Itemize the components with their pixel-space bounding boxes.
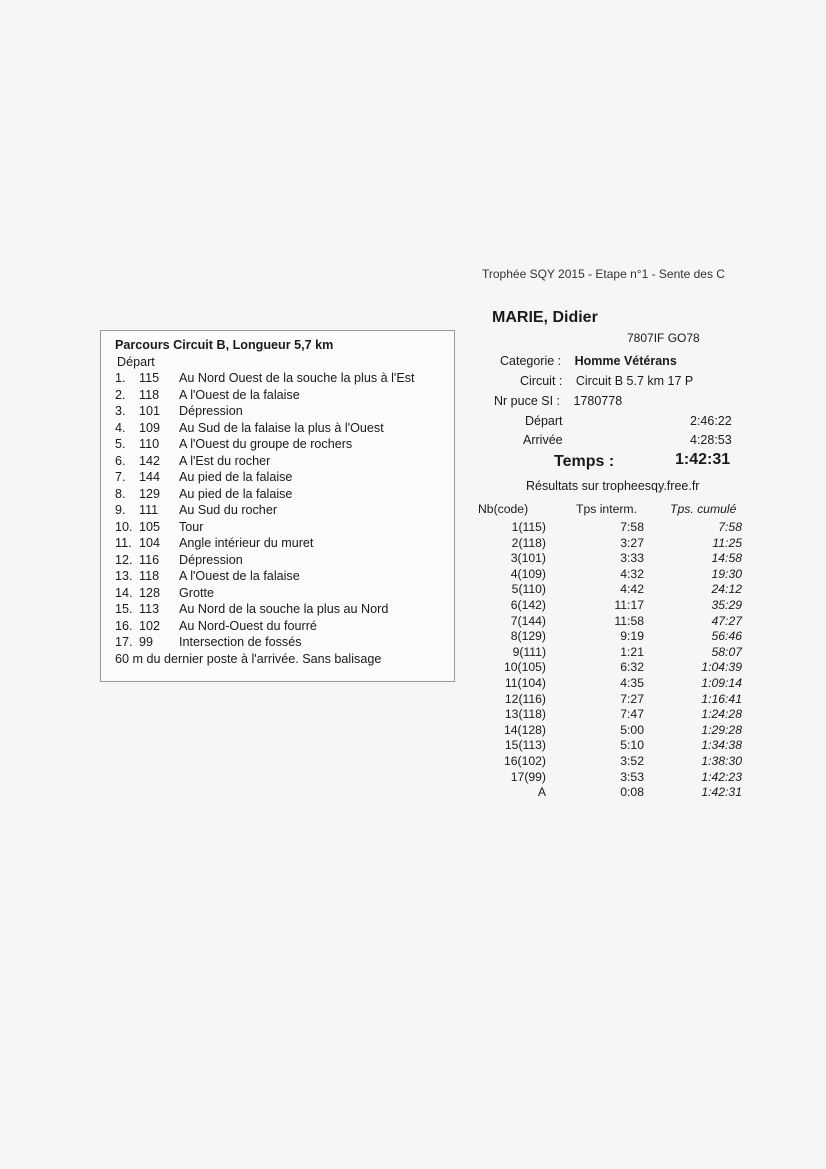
- cumulative-time: 24:12: [711, 582, 742, 597]
- cumulative-time: 1:24:28: [701, 707, 742, 722]
- header-cumul: Tps. cumulé: [670, 502, 737, 516]
- split-rows: [478, 520, 748, 801]
- split-time: 3:53: [620, 769, 644, 784]
- control-code: 142: [139, 453, 161, 468]
- split-code: 11(104): [504, 675, 546, 690]
- cumulative-time: 1:09:14: [701, 675, 742, 690]
- control-code: 118: [139, 387, 160, 402]
- finish-label: Arrivée: [523, 433, 563, 447]
- split-row: [478, 692, 748, 708]
- control-code: 116: [139, 552, 160, 567]
- control-description: Angle intérieur du muret: [179, 536, 314, 550]
- control-number: 8.: [115, 486, 126, 501]
- cumulative-time: 47:27: [711, 613, 742, 628]
- split-row: [478, 598, 748, 614]
- control-description: Intersection de fossés: [179, 635, 302, 649]
- cumulative-time: 1:29:28: [701, 722, 742, 737]
- split-code: 14(128): [503, 722, 546, 737]
- runner-club: 7807IF GO78: [627, 331, 700, 345]
- control-number: 12.: [115, 552, 133, 567]
- control-row: [115, 370, 454, 387]
- cumulative-time: 1:42:23: [701, 769, 742, 784]
- control-code: 102: [139, 618, 161, 633]
- split-row: [478, 536, 748, 552]
- split-time: 11:17: [614, 597, 644, 612]
- split-time: 7:58: [620, 520, 644, 534]
- split-time: 4:35: [620, 675, 644, 690]
- cumulative-time: 1:38:30: [701, 753, 742, 768]
- cumulative-time: 7:58: [718, 520, 742, 534]
- control-row: [115, 568, 454, 585]
- cumulative-time: 1:42:31: [701, 785, 742, 800]
- control-row: [115, 453, 454, 470]
- split-time: 4:42: [620, 582, 644, 597]
- split-time: 5:10: [620, 738, 644, 753]
- control-description: A l'Ouest du groupe de rochers: [179, 437, 353, 451]
- runner-name: MARIE, Didier: [492, 309, 598, 326]
- split-row: [478, 770, 748, 786]
- split-code: 2(118): [511, 535, 546, 550]
- cumulative-time: 58:07: [711, 644, 742, 659]
- split-row: [478, 551, 748, 567]
- control-row: [115, 535, 454, 552]
- split-time: 3:33: [620, 551, 644, 566]
- cumulative-time: 19:30: [711, 566, 742, 581]
- si-value: 1780778: [573, 394, 623, 408]
- control-description: Au pied de la falaise: [179, 486, 293, 501]
- control-description: Tour: [179, 519, 204, 534]
- control-code: 109: [139, 420, 161, 435]
- split-time: 1:21: [620, 644, 644, 659]
- control-code: 101: [139, 404, 161, 418]
- control-code: 128: [139, 585, 161, 600]
- si-label: Nr puce SI :: [494, 394, 560, 408]
- split-row: [478, 520, 748, 536]
- control-description: A l'Est du rocher: [179, 453, 271, 468]
- control-description: Dépression: [179, 552, 243, 567]
- control-code: 99: [139, 635, 154, 649]
- split-time: 9:19: [620, 629, 644, 644]
- control-row: [115, 420, 454, 437]
- split-code: 3(101): [510, 551, 546, 566]
- control-number: 3.: [115, 404, 126, 418]
- category-label: Categorie :: [500, 354, 562, 368]
- cumulative-time: 35:29: [711, 597, 742, 612]
- split-code: 17(99): [510, 769, 546, 784]
- results-site: Résultats sur tropheesqy.free.fr: [526, 479, 700, 493]
- total-time-value: 1:42:31: [675, 451, 731, 468]
- split-row: [478, 582, 748, 598]
- split-row: [478, 676, 748, 692]
- cumulative-time: 1:04:39: [701, 660, 742, 675]
- control-number: 9.: [115, 503, 126, 517]
- category-value: Homme Vétérans: [574, 354, 677, 368]
- circuit-row: [520, 374, 693, 388]
- control-description: Au Nord de la souche la plus au Nord: [179, 602, 389, 616]
- si-row: [494, 394, 622, 408]
- total-time-label: Temps :: [554, 453, 615, 470]
- split-code: 13(118): [504, 707, 546, 722]
- control-number: 4.: [115, 420, 126, 435]
- control-row: [115, 618, 454, 635]
- control-number: 1.: [115, 371, 126, 385]
- control-row: [115, 387, 454, 404]
- results-ticket: [470, 255, 790, 815]
- control-code: 129: [139, 486, 161, 501]
- control-description: Au Nord Ouest de la souche la plus à l'Est: [179, 371, 415, 385]
- cumulative-time: 11:25: [712, 535, 742, 550]
- split-row: [478, 567, 748, 583]
- control-code: 115: [139, 371, 160, 385]
- header-split: Tps interm.: [576, 502, 637, 516]
- start-label: Départ: [525, 414, 563, 428]
- split-code: 12(116): [504, 691, 546, 706]
- split-time: 3:27: [620, 535, 644, 550]
- split-row: [478, 754, 748, 770]
- control-description: Dépression: [179, 404, 243, 418]
- control-row: [115, 486, 454, 503]
- control-code: 113: [139, 602, 160, 616]
- cumulative-time: 1:34:38: [701, 738, 742, 753]
- split-code: 4(109): [510, 566, 546, 581]
- split-code: 15(113): [504, 738, 546, 753]
- split-code: 9(111): [512, 644, 546, 659]
- control-description: A l'Ouest de la falaise: [179, 569, 300, 583]
- control-code: 105: [139, 519, 161, 534]
- cumulative-time: 14:58: [711, 551, 742, 566]
- split-row: [478, 738, 748, 754]
- control-row: [115, 403, 454, 420]
- control-number: 14.: [115, 585, 133, 600]
- control-description: Au Nord-Ouest du fourré: [179, 618, 317, 633]
- control-description: Au pied de la falaise: [179, 470, 293, 484]
- split-row: [478, 660, 748, 676]
- control-row: [115, 436, 454, 453]
- split-time: 11:58: [614, 613, 644, 628]
- event-title: Trophée SQY 2015 - Etape n°1 - Sente des C: [482, 267, 725, 281]
- course-description-slip: [100, 330, 455, 682]
- control-row: [115, 585, 454, 602]
- split-row: [478, 645, 748, 661]
- control-code: 118: [139, 569, 160, 583]
- splits-header: [478, 502, 748, 520]
- control-code: 144: [139, 470, 161, 484]
- control-description: Au Sud du rocher: [179, 503, 278, 517]
- split-time: 7:47: [620, 707, 644, 722]
- control-list: [115, 370, 454, 651]
- circuit-value: Circuit B 5.7 km 17 P: [575, 374, 694, 388]
- control-row: [115, 469, 454, 486]
- control-number: 11.: [115, 536, 132, 550]
- cumulative-time: 56:46: [711, 629, 742, 644]
- control-number: 10.: [115, 519, 133, 534]
- split-time: 0:08: [620, 785, 644, 800]
- control-code: 104: [139, 536, 161, 550]
- control-number: 16.: [115, 618, 133, 633]
- split-row: [478, 785, 748, 801]
- control-row: [115, 552, 454, 569]
- control-code: 110: [139, 437, 160, 451]
- control-number: 5.: [115, 437, 126, 451]
- control-row: [115, 519, 454, 536]
- circuit-label: Circuit :: [520, 374, 563, 388]
- split-code: 5(110): [511, 582, 546, 597]
- cumulative-time: 1:16:41: [701, 691, 742, 706]
- split-code: 1(115): [511, 520, 546, 534]
- split-row: [478, 614, 748, 630]
- header-code: Nb(code): [478, 502, 529, 516]
- control-description: Grotte: [179, 585, 214, 600]
- course-footer: 60 m du dernier poste à l'arrivée. Sans balisage: [115, 651, 382, 666]
- split-code: A: [537, 785, 546, 800]
- control-row: [115, 634, 454, 651]
- splits-table: [478, 502, 748, 801]
- course-start-label: Départ: [117, 354, 155, 369]
- control-number: 7.: [115, 470, 126, 484]
- split-code: 6(142): [510, 597, 546, 612]
- split-time: 5:00: [620, 722, 644, 737]
- control-row: [115, 502, 454, 519]
- split-time: 7:27: [620, 691, 644, 706]
- split-code: 8(129): [510, 629, 546, 644]
- finish-value: 4:28:53: [690, 433, 732, 447]
- course-title: Parcours Circuit B, Longueur 5,7 km: [115, 338, 334, 352]
- start-value: 2:46:22: [690, 414, 732, 428]
- control-code: 111: [139, 503, 159, 517]
- split-row: [478, 629, 748, 645]
- split-time: 4:32: [620, 566, 644, 581]
- split-code: 7(144): [510, 613, 546, 628]
- control-number: 17.: [115, 635, 133, 649]
- split-row: [478, 707, 748, 723]
- control-number: 6.: [115, 453, 126, 468]
- control-number: 13.: [115, 569, 133, 583]
- split-time: 3:52: [620, 753, 644, 768]
- split-row: [478, 723, 748, 739]
- split-code: 16(102): [503, 753, 546, 768]
- control-number: 15.: [115, 602, 133, 616]
- control-number: 2.: [115, 387, 126, 402]
- control-description: Au Sud de la falaise la plus à l'Ouest: [179, 420, 384, 435]
- split-time: 6:32: [620, 660, 644, 675]
- control-description: A l'Ouest de la falaise: [179, 387, 300, 402]
- control-row: [115, 601, 454, 618]
- split-code: 10(105): [503, 660, 546, 675]
- category-row: [500, 354, 677, 368]
